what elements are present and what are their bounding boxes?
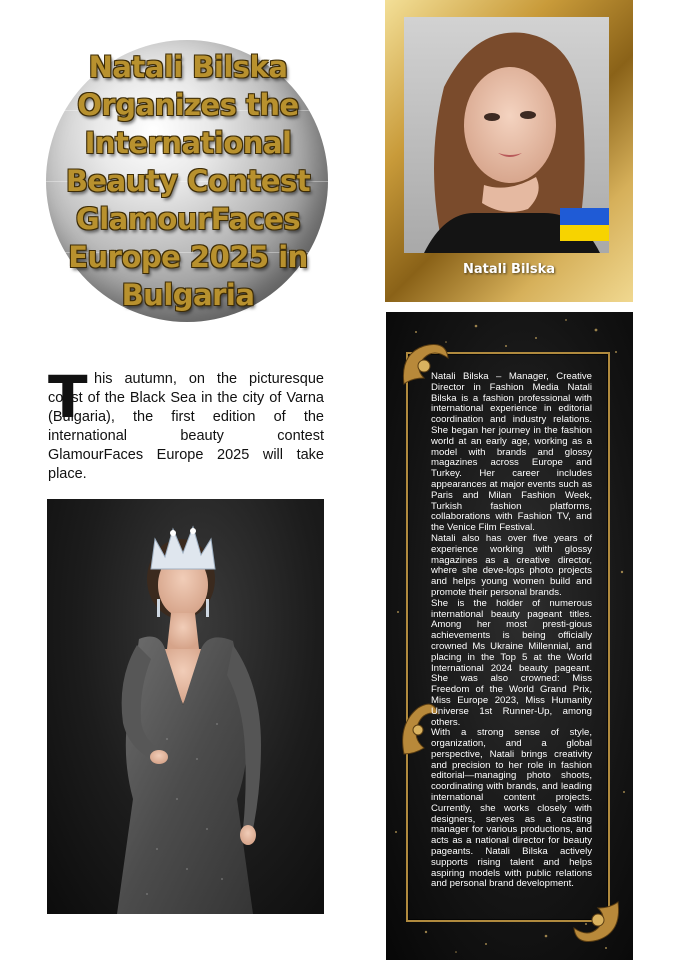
gown-photo <box>47 499 324 914</box>
article-headline: Natali Bilska Organizes the International Beauty Contest GlamourFaces Europe 2025 in Bulgaria <box>65 50 311 312</box>
bio-paragraph: Natali also has over five years of experience working with glossy magazines as a creative director, where she deve-lops photo projects and helps young women build and promote their personal brands. <box>431 532 592 598</box>
gown-figure-illustration <box>47 499 324 914</box>
bio-panel <box>386 312 633 960</box>
bio-paragraph: Natali Bilska – Manager, Creative Director in Fashion Media Natali Bilska is a fashion professional with international experience in editorial coordination and industry relations. She began her journey in the fashion world at an early age, working as a model with brands and glossy magazines across Europe and Turkey. Her career includes appearances at major events such as Paris and Milan Fashion Week, Turkish fashion platforms, collaborations with Fashion TV, and the Venice Film Festival. <box>431 371 592 534</box>
portrait-photo <box>404 17 609 253</box>
bio-paragraph: With a strong sense of style, organization, and a global perspective, Natali brings creativity and precision to her role in fashion editorial—managing photo shoots, coordinating with brands, and leading international content projects. Currently, she works closely with designers, serves as a casting manager for various productions, and acts as a national director for beauty pageants. Natali Bilska actively supports rising talent and helps aspiring models with public relations and personal brand development. <box>431 727 592 890</box>
intro-paragraph <box>48 363 324 484</box>
portrait-frame <box>385 0 633 302</box>
ornament-bottom-right-icon <box>568 892 628 952</box>
drop-cap: T <box>48 363 88 431</box>
ukraine-flag-icon <box>560 208 609 241</box>
bio-text <box>431 372 592 890</box>
portrait-caption: Natali Bilska <box>462 262 556 277</box>
bio-paragraph: She is the holder of numerous international beauty pageant titles. Among her most presti-gious achievements is being officially crowned Ms Ukraine Millennial, and placing in the Top 5 at the World International 2024 beauty pageant. She was also crowned: Miss Freedom of the World Grand Prix, Miss Europe 2023, Miss Humanity Universe 1st Runner-Up, among others. <box>431 597 592 728</box>
intro-text: his autumn, on the picturesque coast of the Black Sea in the city of Varna (Bulgaria), the first edition of the international beauty contest GlamourFaces Europe 2025 will take place. <box>48 371 324 482</box>
